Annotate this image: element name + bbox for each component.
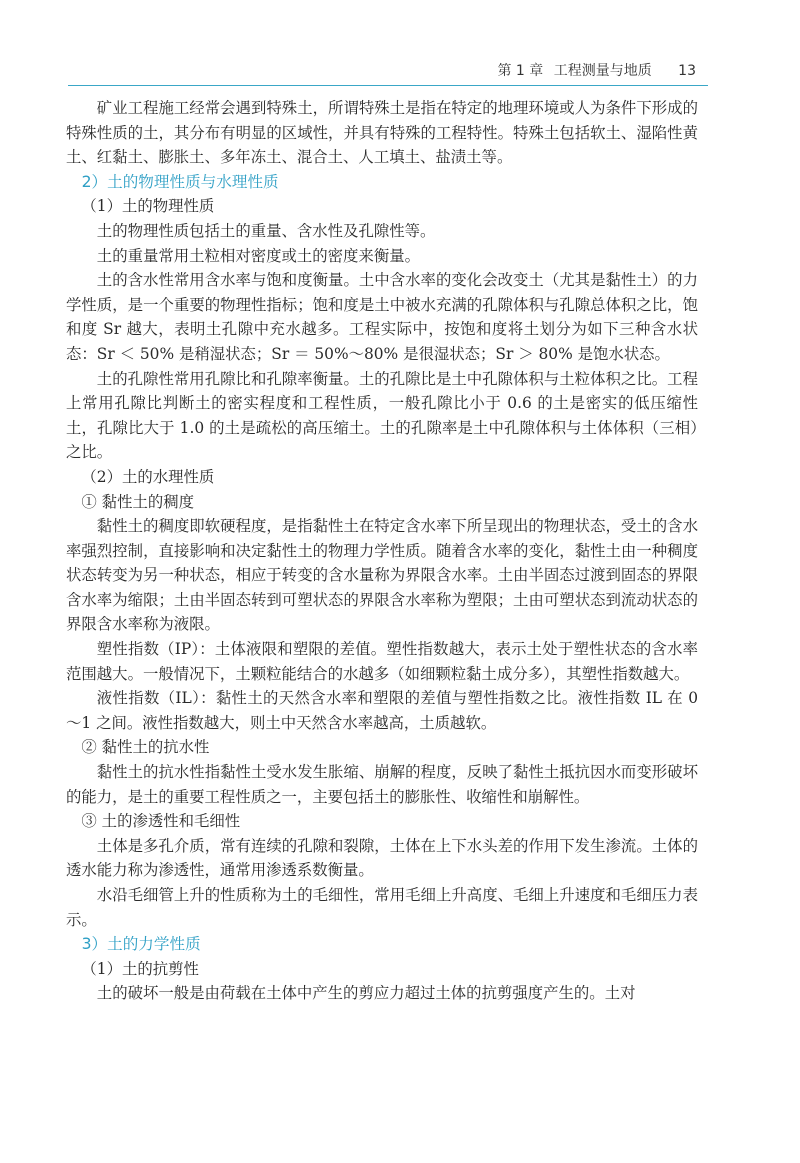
- running-header: [497, 60, 696, 80]
- paragraph-water-resistance: 黏性土的抗水性指黏性土受水发生胀缩、崩解的程度，反映了黏性土抵抗因水而变形破坏的能力，是土的重要工程性质之一，主要包括土的膨胀性、收缩性和崩解性。: [66, 763, 698, 806]
- paragraph-physical-overview: 土的物理性质包括土的重量、含水性及孔隙性等。: [96, 221, 436, 240]
- section-heading-mechanical: 3）土的力学性质: [81, 935, 201, 954]
- chapter-label: 第 1 章: [497, 63, 544, 79]
- paragraph-liquidity-index: 液性指数（IL）：黏性土的天然含水率和塑限的差值与塑性指数之比。液性指数 IL 在 0～1 之间。液性指数越大，则土中天然含水率越高，土质越软。: [66, 689, 698, 732]
- subheading-physical-properties: （1）土的物理性质: [81, 197, 215, 216]
- subheading-shear-strength: （1）土的抗剪性: [81, 959, 199, 978]
- section-heading-physical-hydraulic: 2）土的物理性质与水理性质: [81, 172, 279, 191]
- subheading-hydraulic-properties: （2）土的水理性质: [81, 467, 215, 486]
- page-number: 13: [678, 63, 696, 79]
- paragraph-soil-weight: 土的重量常用土粒相对密度或土的密度来衡量。: [96, 246, 421, 265]
- paragraph-special-soils: 矿业工程施工经常会遇到特殊土，所谓特殊土是指在特定的地理环境或人为条件下形成的特殊性质的土，其分布有明显的区域性，并具有特殊的工程特性。特殊土包括软土、湿陷性黄土、红黏土、膨胀土、多年冻土、混合土、人工填土、盐渍土等。: [66, 99, 698, 167]
- paragraph-consistency: 黏性土的稠度即软硬程度，是指黏性土在特定含水率下所呈现出的物理状态，受土的含水率强烈控制，直接影响和决定黏性土的物理力学性质。随着含水率的变化，黏性土由一种稠度状态转变为另一种状态，相应于转变的含水量称为界限含水率。土由半固态过渡到固态的界限含水率为缩限；土由半固态转到可塑状态的界限含水率称为塑限；土由可塑状态到流动状态的界限含水率称为液限。: [66, 517, 698, 634]
- paragraph-plasticity-index: 塑性指数（IP）：土体液限和塑限的差值。塑性指数越大，表示土处于塑性状态的含水率范围越大。一般情况下，土颗粒能结合的水越多（如细颗粒黏土成分多），其塑性指数越大。: [66, 640, 698, 683]
- subheading-consistency: ① 黏性土的稠度: [81, 492, 195, 511]
- subheading-water-resistance: ② 黏性土的抗水性: [81, 738, 210, 757]
- paragraph-water-content: 土的含水性常用含水率与饱和度衡量。土中含水率的变化会改变土（尤其是黏性土）的力学性质，是一个重要的物理性指标；饱和度是土中被水充满的孔隙体积与孔隙总体积之比，饱和度 Sr 越大，表明土孔隙中充水越多。工程实际中，按饱和度将土划分为如下三种含水状态：Sr ＜ 50% 是稍湿状态；Sr ＝ 50%～80% 是很湿状态；Sr ＞ 80% 是饱水状态。: [66, 271, 698, 363]
- page-header: [0, 60, 706, 82]
- paragraph-capillarity: 水沿毛细管上升的性质称为土的毛细性，常用毛细上升高度、毛细上升速度和毛细压力表示。: [66, 886, 698, 929]
- paragraph-porosity: 土的孔隙性常用孔隙比和孔隙率衡量。土的孔隙比是土中孔隙体积与土粒体积之比。工程上常用孔隙比判断土的密实程度和工程性质，一般孔隙比小于 0.6 的土是密实的低压缩性土，孔隙比大于 1.0 的土是疏松的高压缩土。土的孔隙率是土中孔隙体积与土体体积（三相）之比。: [66, 369, 698, 462]
- header-rule: [68, 85, 708, 86]
- paragraph-shear-failure: 土的破坏一般是由荷载在土体中产生的剪应力超过土体的抗剪强度产生的。土对: [96, 984, 636, 1003]
- subheading-permeability: ③ 土的渗透性和毛细性: [81, 812, 241, 831]
- paragraph-permeability: 土体是多孔介质，常有连续的孔隙和裂隙，土体在上下水头差的作用下发生渗流。土体的透水能力称为渗透性，通常用渗透系数衡量。: [66, 836, 698, 880]
- page-body: [66, 96, 698, 1006]
- chapter-title: 工程测量与地质: [553, 63, 652, 79]
